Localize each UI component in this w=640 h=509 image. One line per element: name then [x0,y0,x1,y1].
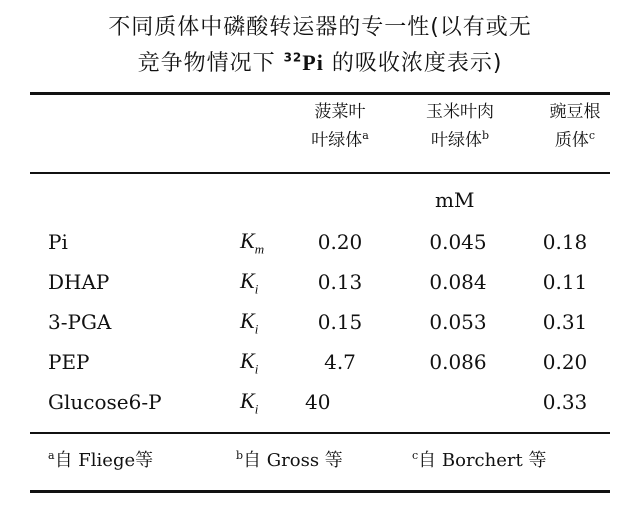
value-pea: 0.20 [542,350,588,374]
row-name: 3-PGA [48,310,112,334]
value-spinach: 0.13 [317,270,363,294]
column-header-maize [400,100,520,153]
constant-symbol: $K_i$ [240,308,259,337]
column-header-line1: 玉米叶肉 [426,102,494,122]
bottom-rule [30,490,610,493]
isotope-symbol: Pi [302,50,324,75]
row-name: Glucose6-P [48,390,162,414]
column-header-line2: 质体 [554,130,589,151]
footnote-mark: c [588,129,596,142]
unit-label: mM [435,188,475,212]
row-name: PEP [48,350,90,374]
title-line2-post: 的吸收浓度表示) [331,51,503,76]
constant-symbol: $K_i$ [240,388,259,417]
value-pea: 0.18 [542,230,588,254]
value-pea: 0.33 [542,390,588,414]
row-name: DHAP [48,270,110,294]
isotope-mass: 32 [283,50,303,65]
title-line2-pre: 竞争物情况下 [137,51,276,76]
value-spinach: 4.7 [324,350,356,374]
constant-symbol: $K_i$ [240,268,259,297]
column-header-line1: 菠菜叶 [314,102,366,122]
table-title-line1: 不同质体中磷酸转运器的专一性(以有或无 [108,15,532,40]
column-header-line2: 叶绿体 [430,130,482,151]
footnote-mark: a [362,129,369,142]
value-maize: 0.086 [429,350,487,374]
constant-symbol: $K_i$ [240,348,259,377]
value-spinach: 0.15 [317,310,363,334]
value-pea: 0.31 [542,310,588,334]
top-rule [30,92,610,95]
footnote-b: $^b$自 Gross 等 [236,449,343,471]
value-maize: 0.045 [429,230,487,254]
value-maize: 0.053 [429,310,487,334]
row-name: Pi [48,230,68,254]
footnote-mark: b [481,129,490,142]
value-spinach: 0.20 [317,230,363,254]
footnote-c: $^c$自 Borchert 等 [412,449,547,471]
footnote-rule [30,432,610,434]
column-header-line1: 豌豆根 [549,102,601,122]
value-pea: 0.11 [542,270,588,294]
constant-symbol: $K_m$ [240,228,265,257]
column-header-spinach [285,100,395,153]
value-maize: 0.084 [429,270,487,294]
column-header-pea [525,100,625,153]
column-header-line2: 叶绿体 [311,130,363,151]
table-title-line2 [0,46,640,77]
header-rule [30,172,610,174]
footnote-a: $^a$自 Fliege等 [48,449,154,471]
value-spinach: 40 [305,390,331,414]
